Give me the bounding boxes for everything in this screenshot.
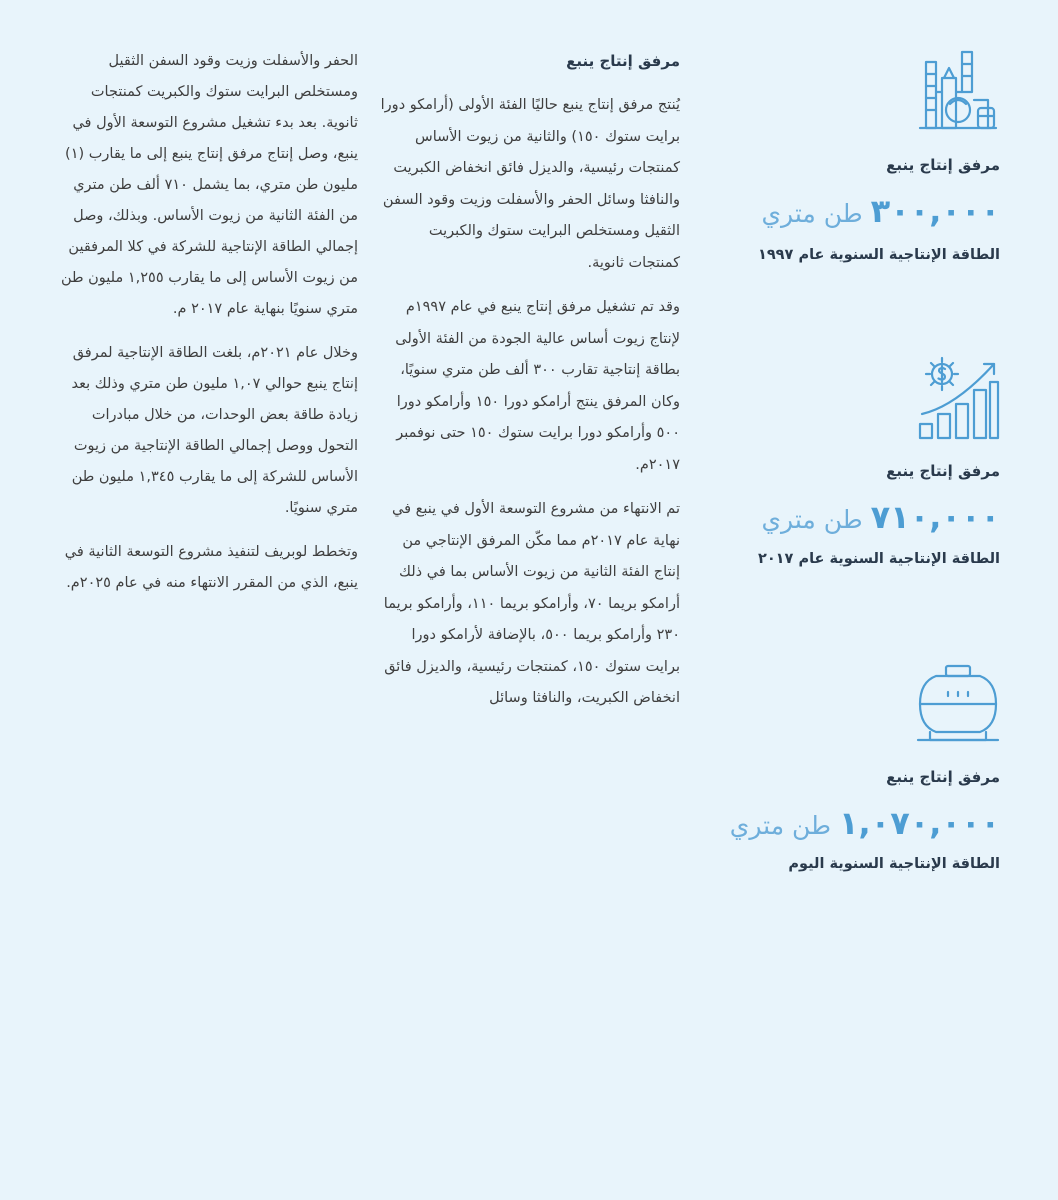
paragraph: تم الانتهاء من مشروع التوسعة الأول في ينبع في نهاية عام ٢٠١٧م مما مكّن المرفق الإنتاجي من إنتاج الفئة الثانية من زيوت الأساس بما في ذلك أرامكو بريما ٧٠، وأرامكو بريما ١١٠، وأرامكو بريما ٢٣٠ وأرامكو بريما ٥٠٠، بالإضافة لأرامكو دورا برايت ستوك ١٥٠، كمنتجات رئيسية، والديزل فائق انخفاض الكبريت، والنافثا وسائل xyxy=(383,501,680,706)
stat-label: مرفق إنتاج ينبع xyxy=(886,462,1000,480)
section-heading: مرفق إنتاج ينبع xyxy=(566,52,680,70)
stat-number: ١,٠٧٠,٠٠٠ xyxy=(838,804,1000,842)
stat-unit: طن متري xyxy=(729,811,831,840)
stat-description: الطاقة الإنتاجية السنوية اليوم xyxy=(788,856,1000,872)
stat-value xyxy=(730,804,1000,842)
stat-block-1997 xyxy=(710,40,1000,348)
storage-tank-icon xyxy=(916,660,1000,744)
stats-column xyxy=(710,40,1000,964)
stat-value xyxy=(761,498,1000,536)
paragraph: الحفر والأسفلت وزيت وقود السفن الثقيل ومستخلص البرايت ستوك والكبريت كمنتجات ثانوية. بعد بدء تشغيل مشروع التوسعة الأول في ينبع، وصل إنتاج مرفق إنتاج ينبع إلى ما يقارب (١) مليون طن متري، بما يشمل ٧١٠ ألف طن متري من الفئة الثانية من زيوت الأساس. وبذلك، وصل إجمالي الطاقة الإنتاجية للشركة في كلا المرفقين من زيوت الأساس إلى ما يقارب ١,٢٥٥ مليون طن متري سنويًا بنهاية عام ٢٠١٧ م. xyxy=(60,53,358,317)
paragraph: وتخطط لوبريف لتنفيذ مشروع التوسعة الثانية في ينبع، الذي من المقرر الانتهاء منه في عام ٢٠٢٥م. xyxy=(64,544,358,591)
stat-label: مرفق إنتاج ينبع xyxy=(886,156,1000,174)
stat-block-today xyxy=(710,656,1000,964)
paragraph: وخلال عام ٢٠٢١م، بلغت الطاقة الإنتاجية لمرفق إنتاج ينبع حوالي ١,٠٧ مليون طن متري وذلك بعد زيادة طاقة بعض الوحدات، من خلال مبادرات التحول ووصل إجمالي الطاقة الإنتاجية من زيوت الأساس للشركة إلى ما يقارب ١,٣٤٥ مليون طن متري سنويًا. xyxy=(71,345,358,516)
paragraph: يُنتج مرفق إنتاج ينبع حاليًا الفئة الأولى (أرامكو دورا برايت ستوك ١٥٠) والثانية من زيوت الأساس كمنتجات رئيسية، والديزل فائق انخفاض الكبريت والنافثا وسائل الحفر والأسفلت وزيت وقود السفن الثقيل ومستخلص البرايت ستوك والكبريت كمنتجات ثانوية. xyxy=(380,97,680,271)
paragraph: وقد تم تشغيل مرفق إنتاج ينبع في عام ١٩٩٧م لإنتاج زيوت أساس عالية الجودة من الفئة الأولى بطاقة إنتاجية تقارب ٣٠٠ ألف طن متري سنويًا، وكان المرفق ينتج أرامكو دورا ١٥٠ وأرامكو دورا ٥٠٠ وأرامكو دورا برايت ستوك ١٥٠ حتى نوفمبر ٢٠١٧م. xyxy=(395,299,680,473)
refinery-plant-icon xyxy=(916,48,1000,132)
stat-description: الطاقة الإنتاجية السنوية عام ٢٠١٧ xyxy=(757,551,1000,567)
stat-number: ٧١٠,٠٠٠ xyxy=(870,498,1000,536)
stat-value xyxy=(761,192,1000,230)
stat-description: الطاقة الإنتاجية السنوية عام ١٩٩٧ xyxy=(757,247,1000,263)
stat-unit: طن متري xyxy=(761,505,863,534)
stat-label: مرفق إنتاج ينبع xyxy=(886,768,1000,786)
stat-block-2017 xyxy=(710,348,1000,656)
middle-text-column xyxy=(380,52,680,728)
left-text-column xyxy=(58,46,358,612)
stat-unit: طن متري xyxy=(761,199,863,228)
stat-number: ٣٠٠,٠٠٠ xyxy=(870,192,1000,230)
growth-chart-dollar-icon xyxy=(916,356,1000,440)
